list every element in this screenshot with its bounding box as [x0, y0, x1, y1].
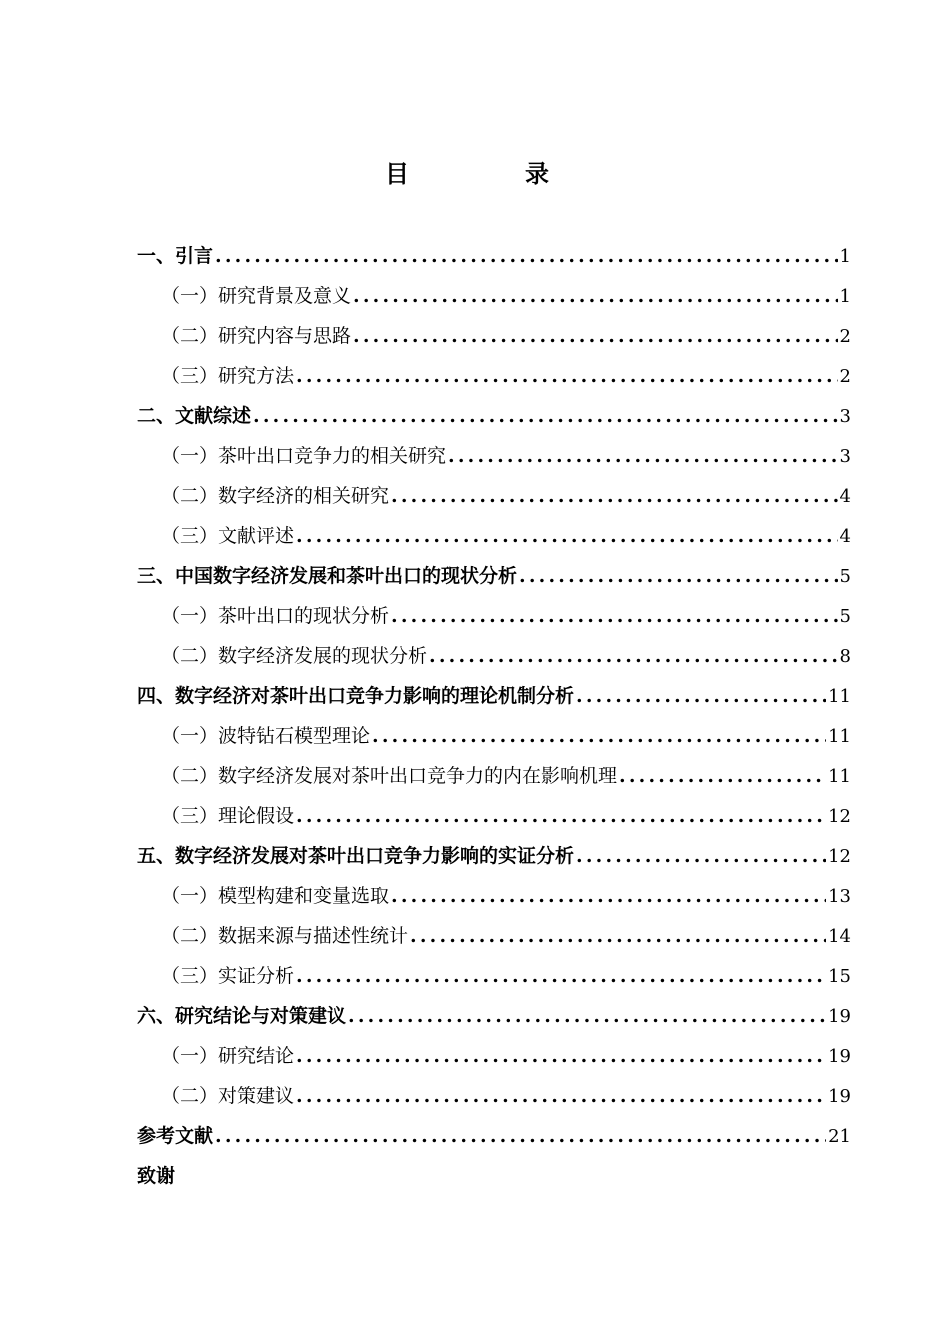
- toc-page-number: 11: [828, 726, 851, 747]
- toc-entry-title: （一）波特钻石模型理论: [161, 725, 371, 747]
- toc-chapter-entry[interactable]: [137, 396, 851, 436]
- toc-entry-title: （一）茶叶出口竞争力的相关研究: [161, 445, 447, 467]
- toc-section-entry[interactable]: [137, 276, 851, 316]
- toc-entry-title: （二）数字经济发展对茶叶出口竞争力的内在影响机理: [161, 765, 618, 787]
- toc-section-entry[interactable]: [137, 756, 851, 796]
- toc-section-entry[interactable]: [137, 596, 851, 636]
- toc-page-number: 1: [839, 246, 851, 267]
- toc-chapter-entry[interactable]: [137, 556, 851, 596]
- toc-section-entry[interactable]: [137, 1076, 851, 1116]
- toc-dot-leader: [215, 1116, 826, 1156]
- toc-dot-leader: [448, 436, 838, 476]
- toc-chapter-entry[interactable]: [137, 236, 851, 276]
- toc-entry-title: （二）对策建议: [161, 1085, 295, 1107]
- toc-dot-leader: [519, 556, 838, 596]
- toc-entry-title: 四、数字经济对茶叶出口竞争力影响的理论机制分析: [137, 685, 575, 707]
- toc-page-number: 1: [839, 286, 851, 307]
- toc-entry-title: 一、引言: [137, 245, 214, 267]
- toc-dot-leader: [391, 476, 838, 516]
- toc-chapter-entry[interactable]: [137, 1116, 851, 1156]
- toc-section-entry[interactable]: [137, 516, 851, 556]
- toc-dot-leader: [296, 796, 826, 836]
- toc-section-entry[interactable]: [137, 916, 851, 956]
- toc-entry-title: （二）数字经济的相关研究: [161, 485, 390, 507]
- toc-dot-leader: [353, 316, 838, 356]
- toc-page-number: 3: [839, 446, 851, 467]
- toc-page-number: 15: [828, 966, 851, 987]
- toc-entry-title: （一）茶叶出口的现状分析: [161, 605, 390, 627]
- toc-entry-title: （三）理论假设: [161, 805, 295, 827]
- toc-page-number: 4: [839, 526, 851, 547]
- toc-entry-title: 三、中国数字经济发展和茶叶出口的现状分析: [137, 565, 518, 587]
- table-of-contents: [137, 236, 851, 1196]
- toc-dot-leader: [429, 636, 838, 676]
- toc-page-number: 5: [839, 566, 851, 587]
- toc-entry-title: （一）研究背景及意义: [161, 285, 352, 307]
- toc-page-number: 19: [828, 1086, 851, 1107]
- toc-dot-leader: [296, 1076, 826, 1116]
- toc-dot-leader: [253, 396, 838, 436]
- toc-dot-leader: [391, 596, 838, 636]
- toc-entry-title: 致谢: [137, 1165, 176, 1187]
- toc-page-number: 2: [839, 366, 851, 387]
- toc-section-entry[interactable]: [137, 316, 851, 356]
- toc-page-number: 3: [839, 406, 851, 427]
- toc-chapter-entry[interactable]: [137, 676, 851, 716]
- toc-page-number: 11: [828, 686, 851, 707]
- toc-page-number: 2: [839, 326, 851, 347]
- toc-dot-leader: [296, 356, 838, 396]
- toc-chapter-entry[interactable]: [137, 836, 851, 876]
- toc-page-number: 14: [828, 926, 851, 947]
- toc-chapter-entry[interactable]: [137, 1156, 851, 1196]
- toc-entry-title: （三）实证分析: [161, 965, 295, 987]
- toc-entry-title: （一）模型构建和变量选取: [161, 885, 390, 907]
- toc-section-entry[interactable]: [137, 796, 851, 836]
- toc-entry-title: 五、数字经济发展对茶叶出口竞争力影响的实证分析: [137, 845, 575, 867]
- toc-dot-leader: [576, 836, 826, 876]
- toc-page-number: 21: [828, 1126, 851, 1147]
- toc-entry-title: 二、文献综述: [137, 405, 252, 427]
- toc-entry-title: （一）研究结论: [161, 1045, 295, 1067]
- toc-dot-leader: [296, 516, 838, 556]
- toc-entry-title: （三）文献评述: [161, 525, 295, 547]
- toc-section-entry[interactable]: [137, 356, 851, 396]
- toc-chapter-entry[interactable]: [137, 996, 851, 1036]
- toc-dot-leader: [215, 236, 838, 276]
- toc-entry-title: 参考文献: [137, 1125, 214, 1147]
- toc-section-entry[interactable]: [137, 1036, 851, 1076]
- toc-page-number: 5: [839, 606, 851, 627]
- toc-entry-title: （二）数字经济发展的现状分析: [161, 645, 428, 667]
- toc-dot-leader: [353, 276, 838, 316]
- toc-page-number: 4: [839, 486, 851, 507]
- toc-section-entry[interactable]: [137, 476, 851, 516]
- toc-dot-leader: [410, 916, 826, 956]
- toc-page-number: 19: [828, 1006, 851, 1027]
- toc-dot-leader: [348, 996, 826, 1036]
- toc-dot-leader: [296, 1036, 826, 1076]
- toc-dot-leader: [391, 876, 826, 916]
- toc-section-entry[interactable]: [137, 876, 851, 916]
- toc-entry-title: （二）数据来源与描述性统计: [161, 925, 409, 947]
- toc-dot-leader: [576, 676, 826, 716]
- toc-page-number: 19: [828, 1046, 851, 1067]
- toc-page-number: 12: [828, 846, 851, 867]
- toc-entry-title: （三）研究方法: [161, 365, 295, 387]
- toc-section-entry[interactable]: [137, 956, 851, 996]
- page-title: 目 录: [385, 160, 595, 188]
- toc-dot-leader: [372, 716, 826, 756]
- toc-page-number: 13: [828, 886, 851, 907]
- toc-page-number: 8: [839, 646, 851, 667]
- toc-section-entry[interactable]: [137, 716, 851, 756]
- toc-dot-leader: [296, 956, 826, 996]
- toc-entry-title: （二）研究内容与思路: [161, 325, 352, 347]
- toc-section-entry[interactable]: [137, 636, 851, 676]
- toc-page-number: 11: [828, 766, 851, 787]
- toc-section-entry[interactable]: [137, 436, 851, 476]
- toc-page-number: 12: [828, 806, 851, 827]
- toc-dot-leader: [619, 756, 826, 796]
- toc-entry-title: 六、研究结论与对策建议: [137, 1005, 347, 1027]
